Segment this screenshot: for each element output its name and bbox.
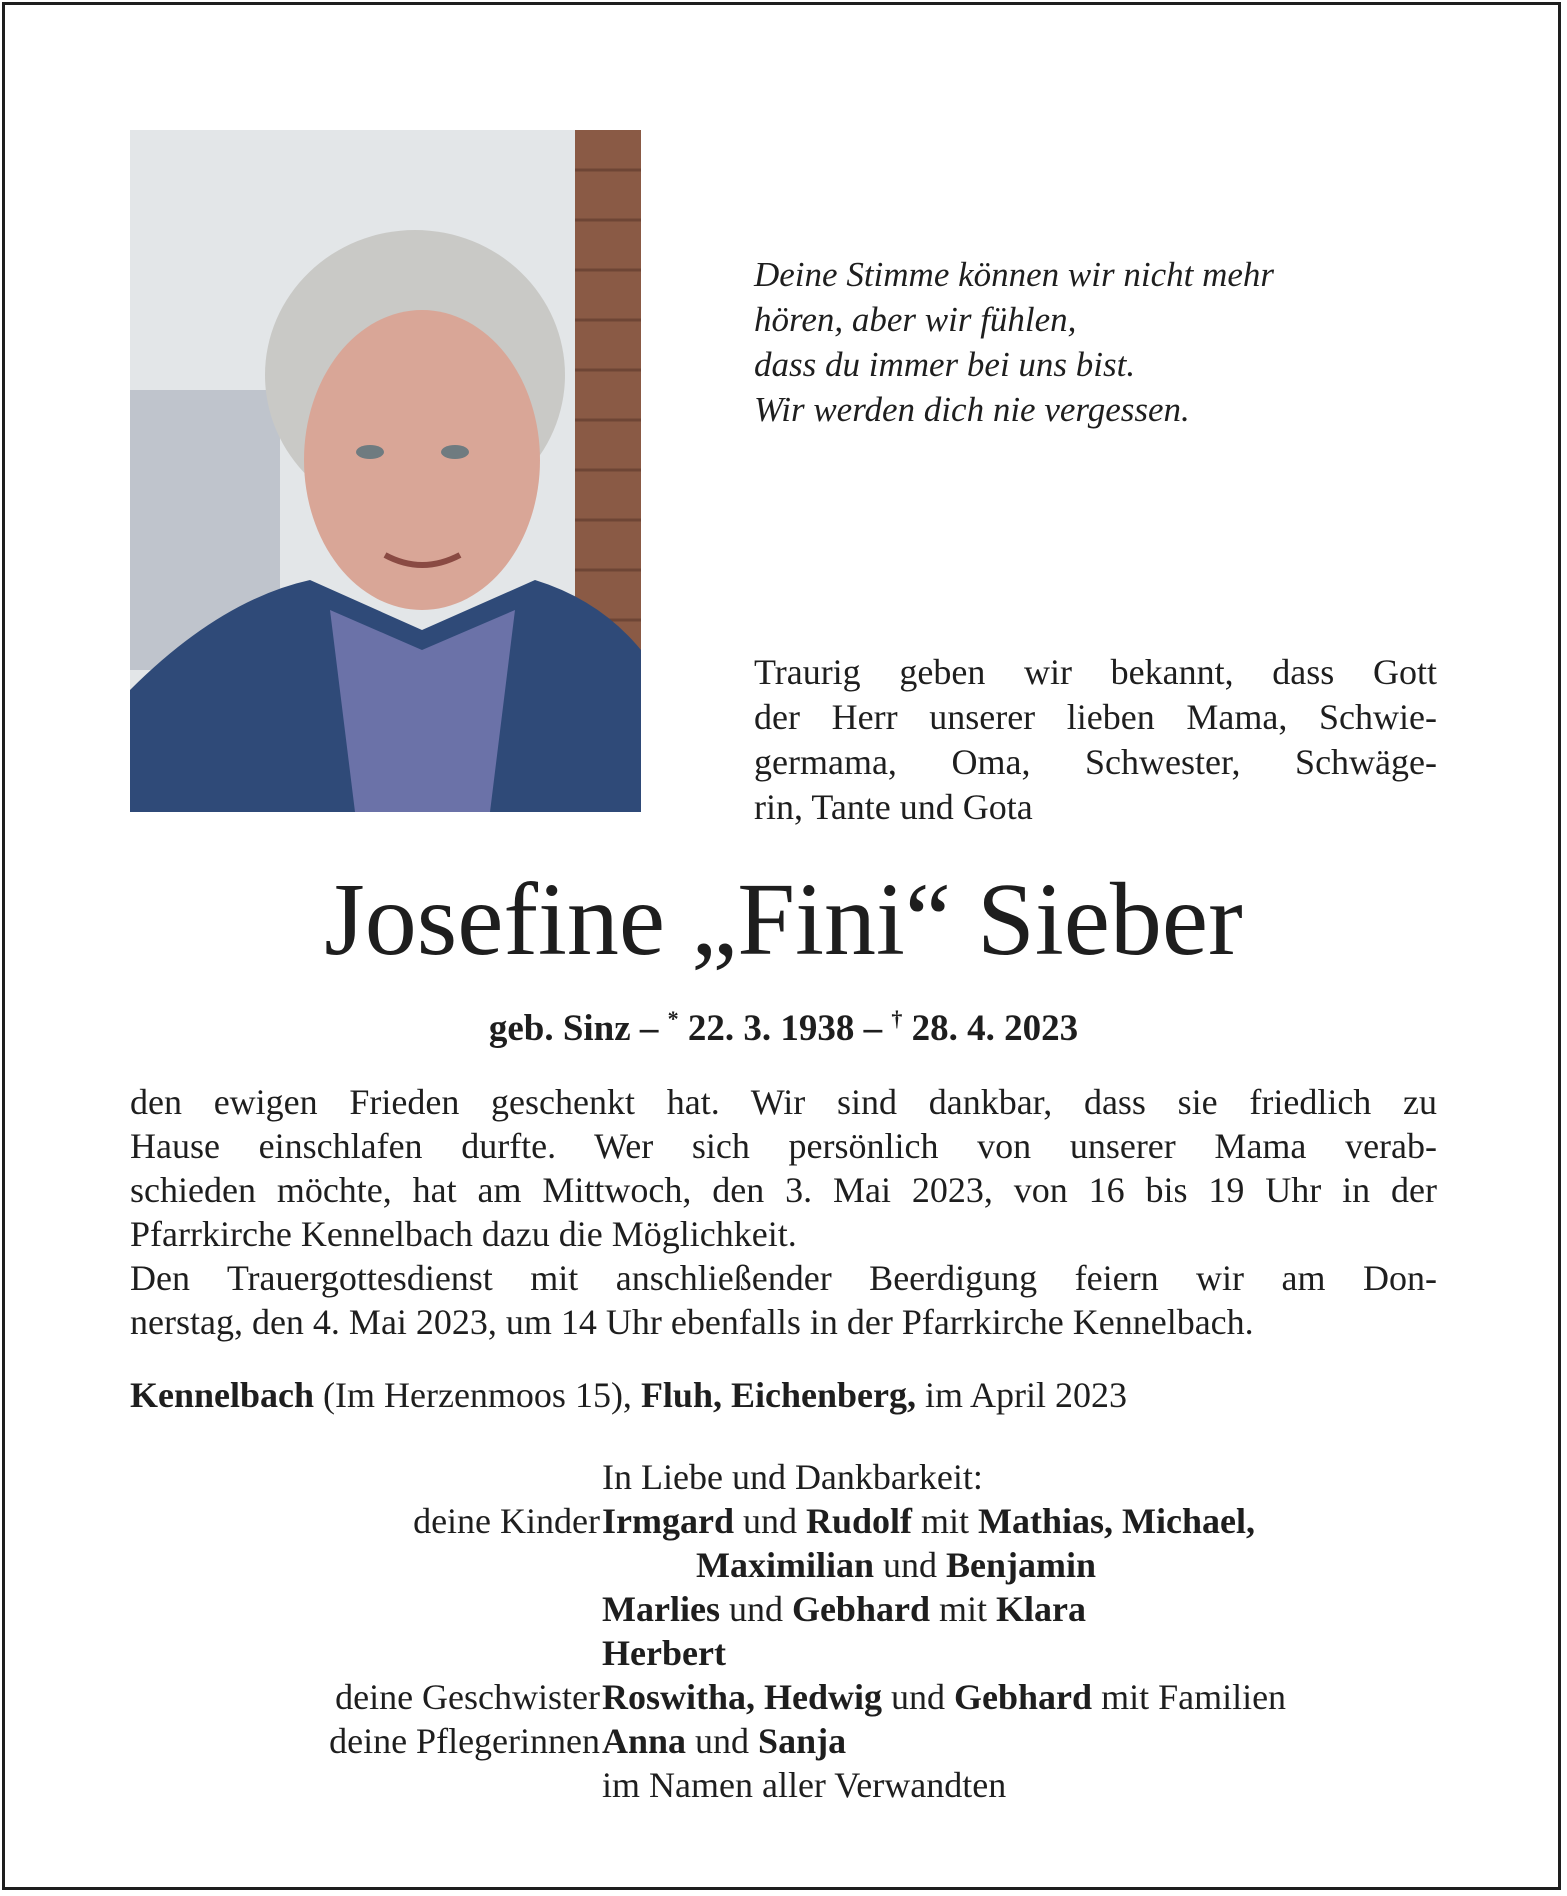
- body-line: nerstag, den 4. Mai 2023, um 14 Uhr ebenfalls in der Pfarrkirche Kennelbach.: [130, 1302, 1254, 1342]
- child-name: Herbert: [602, 1633, 726, 1673]
- portrait-photo: [130, 130, 641, 812]
- birth-date: 22. 3. 1938 –: [678, 1008, 892, 1049]
- body-line: Den Trauergottesdienst mit anschließender Beerdigung feiern wir am Don-: [130, 1258, 1437, 1298]
- notice-date: im April 2023: [915, 1375, 1127, 1415]
- place-and-date: [130, 1373, 1437, 1417]
- poem-line: Deine Stimme können wir nicht mehr: [754, 255, 1275, 294]
- deceased-name: Josefine „Fini“ Sieber: [324, 862, 1243, 977]
- birth-symbol: *: [667, 1006, 679, 1031]
- signature-block: [130, 1455, 1437, 1807]
- body-line: den ewigen Frieden geschenkt hat. Wir sind dankbar, dass sie friedlich zu: [130, 1082, 1437, 1122]
- sibling-names: Roswitha, Hedwig: [602, 1677, 883, 1717]
- body-line: Pfarrkirche Kennelbach dazu die Möglichkeit.: [130, 1214, 797, 1254]
- intro-line: der Herr unserer lieben Mama, Schwie-: [754, 697, 1437, 737]
- child-name: Irmgard: [602, 1501, 734, 1541]
- town: Kennelbach: [130, 1375, 315, 1415]
- connector: und: [882, 1677, 955, 1717]
- intro-line: germama, Oma, Schwester, Schwäge-: [754, 742, 1437, 782]
- carers-label: deine Pflegerinnen: [329, 1721, 600, 1761]
- poem: [754, 252, 1454, 432]
- poem-line: hören, aber wir fühlen,: [754, 300, 1077, 339]
- carer-name: Sanja: [758, 1721, 847, 1761]
- death-symbol: †: [891, 1006, 903, 1031]
- families-note: mit Familien: [1092, 1677, 1287, 1717]
- intro-line: Traurig geben wir bekannt, dass Gott: [754, 652, 1437, 692]
- poem-line: Wir werden dich nie vergessen.: [754, 390, 1190, 429]
- signature-heading: In Liebe und Dankbarkeit:: [602, 1457, 983, 1497]
- connector: mit: [929, 1589, 996, 1629]
- body-text: [130, 1080, 1437, 1344]
- other-towns: Fluh, Eichenberg,: [640, 1375, 916, 1415]
- sibling-name: Gebhard: [954, 1677, 1093, 1717]
- connector: mit: [912, 1501, 979, 1541]
- child-name: Rudolf: [805, 1501, 913, 1541]
- connector: und: [686, 1721, 759, 1761]
- life-dates: [0, 995, 1567, 1053]
- connector: und: [719, 1589, 792, 1629]
- connector: und: [874, 1545, 946, 1585]
- body-line: schieden möchte, hat am Mittwoch, den 3. Mai 2023, von 16 bis 19 Uhr in der: [130, 1170, 1437, 1210]
- grandchild-name: Maximilian: [696, 1545, 874, 1585]
- siblings-label: deine Geschwister: [335, 1677, 600, 1717]
- body-line: Hause einschlafen durfte. Wer sich persönlich von unserer Mama verab-: [130, 1126, 1437, 1166]
- death-date: 28. 4. 2023: [902, 1008, 1079, 1049]
- maiden-name: geb. Sinz –: [488, 1008, 668, 1049]
- poem-line: dass du immer bei uns bist.: [754, 345, 1136, 384]
- grandchild-name: Klara: [996, 1589, 1086, 1629]
- relatives-note: im Namen aller Verwandten: [602, 1765, 1007, 1805]
- address: (Im Herzenmoos 15),: [314, 1375, 641, 1415]
- connector: und: [733, 1501, 806, 1541]
- child-name: Marlies: [602, 1589, 720, 1629]
- child-name: Gebhard: [791, 1589, 930, 1629]
- grandchild-names: Mathias, Michael,: [978, 1501, 1255, 1541]
- children-label: deine Kinder: [413, 1501, 600, 1541]
- intro-text: [754, 650, 1437, 830]
- carer-name: Anna: [602, 1721, 687, 1761]
- intro-line: rin, Tante und Gota: [754, 787, 1033, 827]
- grandchild-name: Benjamin: [946, 1545, 1097, 1585]
